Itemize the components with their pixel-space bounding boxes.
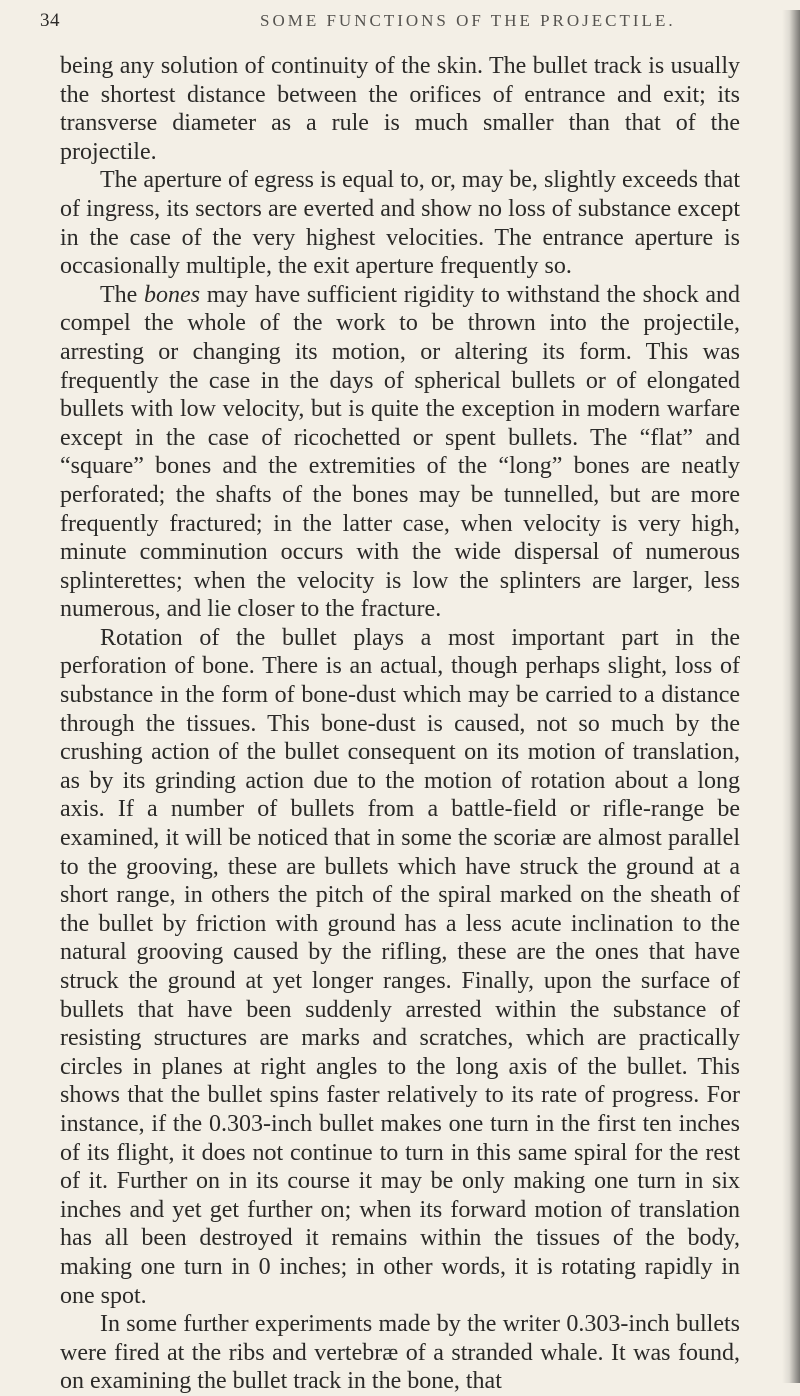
paragraph-aperture: The aperture of egress is equal to, or, may be, slightly exceeds that of ingress, its sectors are everted and show no loss of substance except in the case of the very highest velocities. The entrance aperture is occasionally multiple, the exit aperture frequently so. (60, 167, 740, 280)
paragraph-bones (60, 281, 740, 624)
paragraph-continued: being any solution of continuity of the skin. The bullet track is usually the shortest distance between the orifices of entrance and exit; its transverse diameter as a rule is much smaller than that of the projectile. (60, 53, 740, 165)
paragraph-bones-lead: The (100, 281, 145, 308)
page-number: 34 (40, 10, 60, 31)
running-head (40, 10, 760, 40)
paragraph-rotation: Rotation of the bullet plays a most important part in the perforation of bone. There is an actual, though perhaps slight, loss of substance in the form of bone-dust which may be carried to a distance through the tissues. This bone-dust is caused, not so much by the crushing action of the bullet consequent on its motion of translation, as by its grinding action due to the motion of rotation about a long axis. If a number of bullets from a battle-field or rifle-range be examined, it will be noticed that in some the scoriæ are almost parallel to the grooving, these are bullets which have struck the ground at a short range, in others the pitch of the spiral marked on the sheath of the bullet by friction with ground has a less acute inclination to the natural grooving caused by the rifling, these are the ones that have struck the ground at yet longer ranges. Finally, upon the surface of bullets that have been suddenly arrested within the substance of resisting structures are marks and scratches, which are practically circles in planes at right angles to the long axis of the bullet. This shows that the bullet spins faster relatively to its rate of progress. For instance, if the 0.303-inch bullet makes one turn in the first ten inches of its flight, it does not continue to turn in this same spiral for the rest of it. Further on in its course it may be only making one turn in six inches and yet get further on; when its forward motion of translation has all been destroyed it remains within the tissues of the body, making one turn in 0 inches; in other words, it is rotating rapidly in one spot. (60, 624, 740, 1309)
paragraph-bones-text: may have sufficient rigidity to withstand the shock and compel the whole of the work to be thrown into the projectile, arresting or changing its motion, or altering its form. This was frequently the case in the days of spherical bullets or of elongated bullets with low velocity, but is quite the exception in modern warfare except in the case of ricochetted or spent bullets. The “flat” and “square” bones and the extremities of the “long” bones are neatly perforated; the shafts of the bones may be tunnelled, but are more frequently fractured; in the latter case, when velocity is very high, minute comminution occurs with the wide dispersal of numerous splinterettes; when the velocity is low the splinters are larger, less numerous, and lie closer to the fracture. (60, 281, 741, 623)
book-page (0, 10, 800, 1395)
page-edge-shadow (782, 10, 800, 1383)
body-text (60, 52, 740, 1396)
running-title: SOME FUNCTIONS OF THE PROJECTILE. (260, 11, 676, 30)
paragraph-experiments: In some further experiments made by the writer 0.303-inch bullets were fired at the ribs and vertebræ of a stranded whale. It was found, on examining the bullet track in the bone, that (60, 1311, 740, 1395)
paragraph-bones-emphasis: bones (144, 281, 201, 308)
